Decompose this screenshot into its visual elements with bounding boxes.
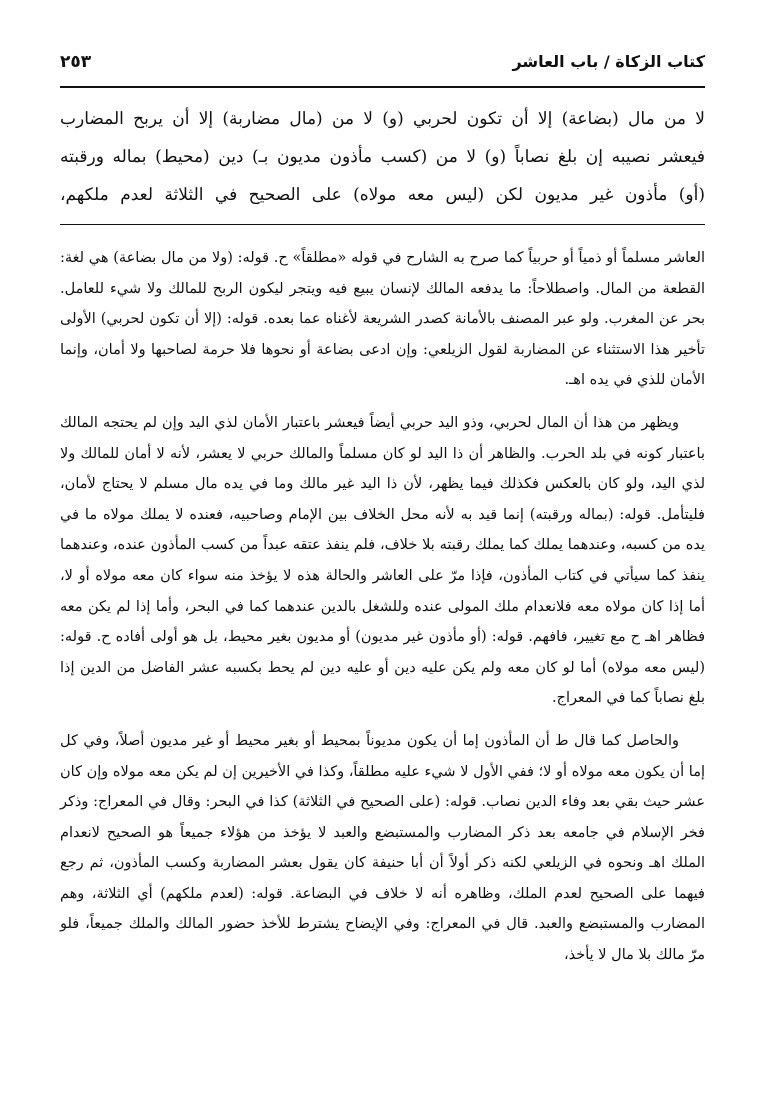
running-title: كتاب الزكاة / باب العاشر — [512, 52, 705, 71]
commentary-paragraph: ويظهر من هذا أن المال لحربي، وذو اليد حربي أيضاً فيعشر باعتبار الأمان لذي اليد وإن لم يحتجه المالك باعتبار كونه في بلد الحرب. والظاهر أن ذا اليد لو كان مسلماً والمالك حربي لا يعشر، لأنه لا أمان للمالك ولا لذي اليد، ولو كان بالعكس فكذلك فيما يظهر، لأن ذا اليد غير مالك وما في يده مال مسلم لا يحتاج لأمان، فليتأمل. قوله: (بماله ورقبته) إنما قيد به لأنه محل الخلاف بين الإمام وصاحبيه، فعنده لا يملك مولاه ما في يده من كسبه، وعندهما يملك كما يملك رقبته بلا خلاف، فلم ينفذ عتقه عبداً من كسب المأذون عنده، وعندهما ينفذ كما سيأتي في كتاب المأذون، فإذا مرّ على العاشر والحالة هذه لا يؤخذ منه سواء كان معه مولاه أو لا، أما إذا كان مولاه معه فلانعدام ملك المولى عنده وللشغل بالدين عندهما كما في البحر، وأما إذا لم يكن معه فظاهر اهـ ح مع تغيير، فافهم. قوله: (أو مأذون غير مديون) أو مديون بغير محيط، بل هو أولى أفاده ح. قوله: (ليس معه مولاه) أما لو كان معه ولم يكن عليه دين أو عليه دين لم يحط بكسبه عشر الفاضل من الدين إذا بلغ نصاباً كما في المعراج. — [60, 414, 705, 707]
main-text-line: فيعشر نصيبه إن بلغ نصاباً (و) لا من (كسب مأذون مديون بـ) دين (محيط) بماله ورقبته — [60, 147, 705, 167]
commentary-paragraph: العاشر مسلماً أو ذمياً أو حربياً كما صرح به الشارح في قوله «مطلقاً» ح. قوله: (ولا من مال بضاعة) هي لغة: القطعة من المال. واصطلاحاً: ما يدفعه المالك لإنسان يبيع فيه ويتجر ليكون الربح للمالك ولا شيء للعامل. بحر عن المغرب. ولو عبر المصنف بالأمانة كصدر الشريعة لأغناه عما بعده. قوله: (إلا أن تكون لحربي) الأولى تأخير هذا الاستثناء عن المضاربة لقول الزيلعي: وإن ادعى بضاعة أو نحوها فلا حرمة لصاحبها ولا أمان، وإنما الأمان للذي في يده اهـ. — [60, 250, 705, 389]
commentary — [60, 243, 705, 971]
page-number: ٢٥٣ — [60, 52, 92, 72]
main-text — [60, 88, 705, 214]
main-text-line: (أو) مأذون غير مديون لكن (ليس معه مولاه) على الصحيح في الثلاثة لعدم ملكهم، — [60, 185, 705, 205]
book-page — [0, 18, 763, 1114]
commentary-paragraph: والحاصل كما قال ط أن المأذون إما أن يكون مديوناً بمحيط أو بغير محيط أو غير مديون أصلاً، وفي كل إما أن يكون معه مولاه أو لا؛ ففي الأول لا شيء عليه مطلقاً، وكذا في الأخيرين إن لم يكن معه مولاه وإن كان عشر حيث بقي بعد وفاء الدين نصاب. قوله: (على الصحيح في الثلاثة) كذا في البحر: وقال في المعراج: وذكر فخر الإسلام في جامعه بعد ذكر المضارب والمستبضع والعبد لا يؤخذ من هؤلاء جميعاً هو الصحيح لانعدام الملك اهـ ونحوه في الزيلعي لكنه ذكر أولاً أن أبا حنيفة كان يقول بعشر المضاربة وكسب المأذون، ثم رجع فيهما على الصحيح لعدم الملك، وظاهره أنه لا خلاف في البضاعة. قوله: (لعدم ملكهم) أي الثلاثة، وهم المضارب والمستبضع والعبد. قال في المعراج: وفي الإيضاح يشترط للأخذ حضور المالك والملك جميعاً، فلو مرّ مالك بلا مال لا يأخذ، — [60, 732, 705, 964]
page-header — [60, 18, 705, 88]
separator-rule — [60, 224, 705, 225]
main-text-line: لا من مال (بضاعة) إلا أن تكون لحربي (و) لا من (مال مضاربة) إلا أن يربح المضارب — [60, 109, 705, 129]
